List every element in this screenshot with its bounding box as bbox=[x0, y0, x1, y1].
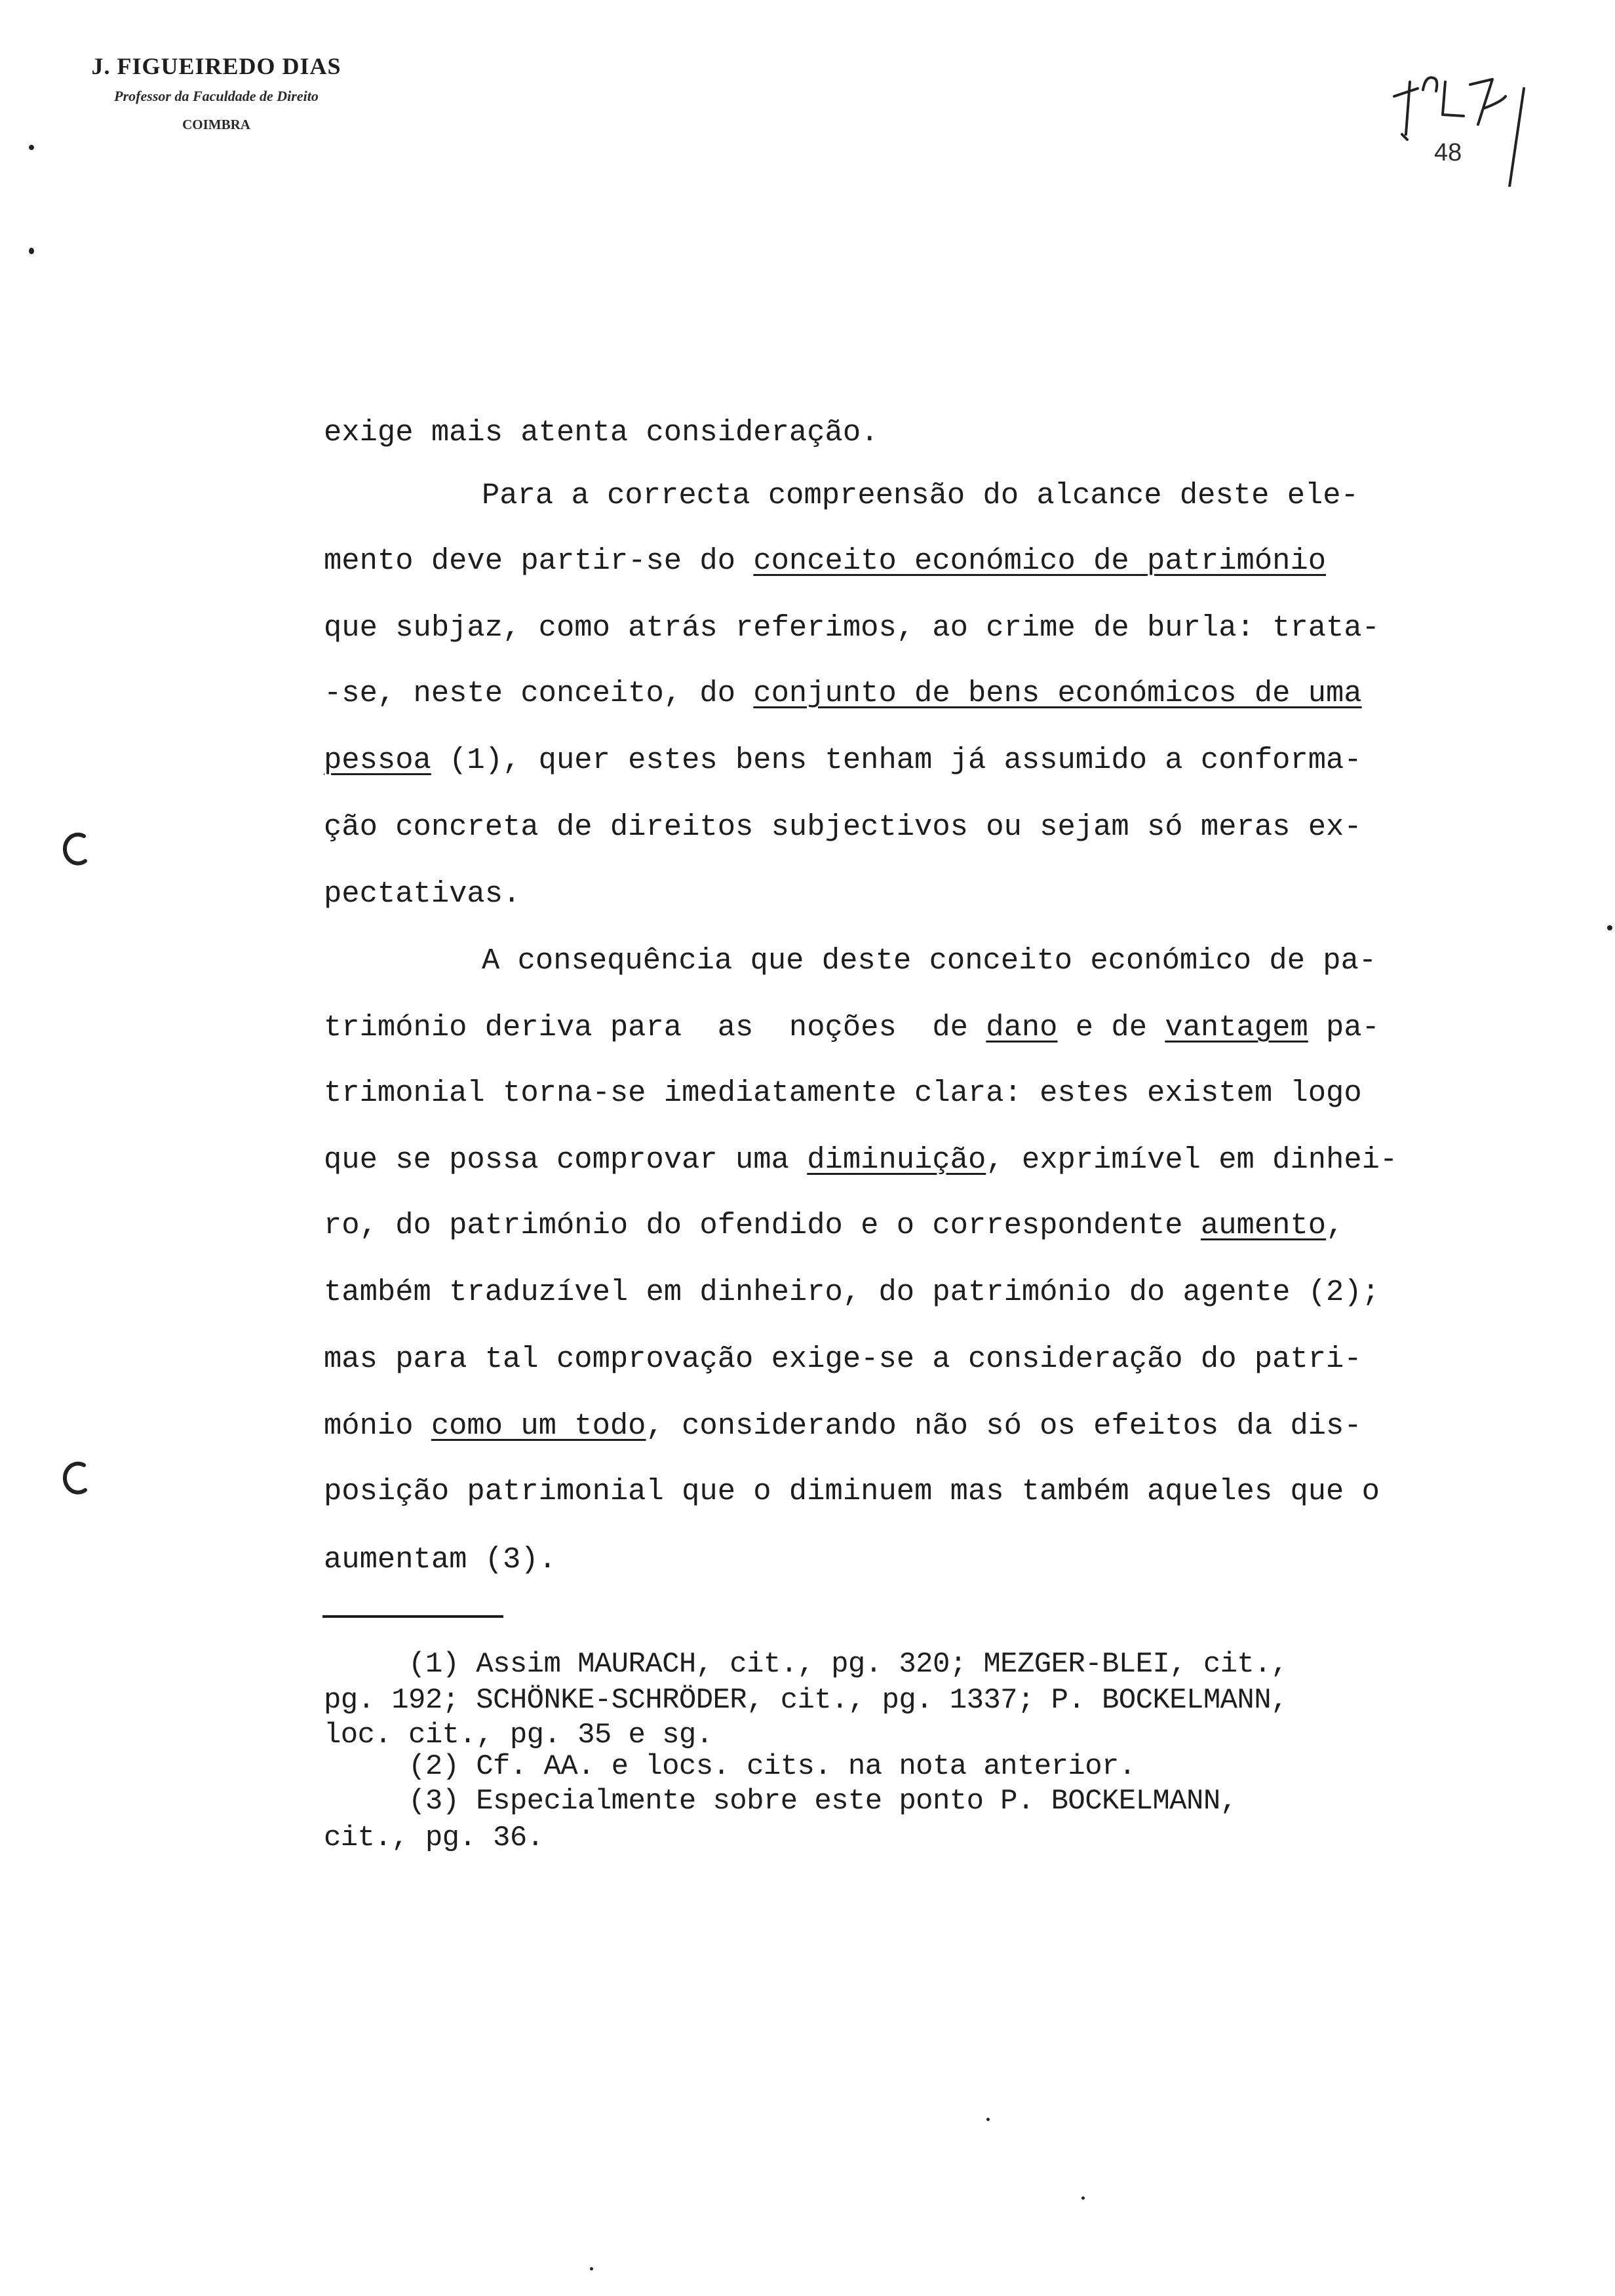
underlined-term: pessoa bbox=[324, 743, 431, 777]
text-line: pectativas. bbox=[324, 877, 521, 911]
speck bbox=[29, 248, 34, 254]
underlined-term: vantagem bbox=[1165, 1010, 1308, 1044]
letterhead-city: COIMBRA bbox=[182, 117, 250, 132]
text-line: -se, neste conceito, do conjunto de bens económicos de uma bbox=[324, 676, 1362, 710]
text-line: também traduzível em dinheiro, do património do agente (2); bbox=[324, 1275, 1380, 1309]
letterhead bbox=[46, 52, 387, 133]
text-line: Para a correcta compreensão do alcance deste ele- bbox=[482, 478, 1359, 512]
speck bbox=[1607, 925, 1612, 930]
text-line: exige mais atenta consideração. bbox=[324, 415, 879, 450]
footnote-3: (3) Especialmente sobre este ponto P. BOCKELMANN, bbox=[324, 1785, 1237, 1818]
footnote-3-cont: cit., pg. 36. bbox=[324, 1822, 544, 1854]
author-title: Professor da Faculdade de Direito bbox=[114, 88, 319, 104]
punch-hole-mark bbox=[52, 1456, 94, 1498]
underlined-term: como um todo bbox=[431, 1409, 646, 1443]
footnote-1-cont: pg. 192; SCHÖNKE-SCHRÖDER, cit., pg. 1337; P. BOCKELMANN, bbox=[324, 1684, 1288, 1717]
speck bbox=[590, 2267, 593, 2270]
underlined-term: conceito económico de património bbox=[753, 544, 1327, 578]
text-line: mas para tal comprovação exige-se a consideração do patri- bbox=[324, 1342, 1362, 1376]
footnote-2: (2) Cf. AA. e locs. cits. na nota anterior. bbox=[324, 1750, 1136, 1783]
text-line: mónio como um todo, considerando não só os efeitos da dis- bbox=[324, 1409, 1362, 1443]
page-number: 48 bbox=[1434, 139, 1462, 166]
text-line: ção concreta de direitos subjectivos ou sejam só meras ex- bbox=[324, 810, 1362, 844]
text-line: que se possa comprovar uma diminuição, exprimível em dinhei- bbox=[324, 1143, 1398, 1177]
footnote-1-cont: loc. cit., pg. 35 e sg. bbox=[324, 1719, 713, 1751]
text-line: trimonial torna-se imediatamente clara: estes existem logo bbox=[324, 1076, 1362, 1110]
text-line: posição patrimonial que o diminuem mas também aqueles que o bbox=[324, 1474, 1380, 1508]
text-line: que subjaz, como atrás referimos, ao crime de burla: trata- bbox=[324, 611, 1380, 645]
text-line: aumentam (3). bbox=[324, 1542, 556, 1577]
underlined-term: conjunto de bens económicos de uma bbox=[753, 676, 1362, 710]
handwritten-folio-number bbox=[1386, 62, 1537, 187]
punch-hole-mark bbox=[52, 827, 94, 869]
speck bbox=[29, 145, 34, 150]
text-line: pessoa (1), quer estes bens tenham já assumido a conforma- bbox=[324, 743, 1362, 777]
footnote-1: (1) Assim MAURACH, cit., pg. 320; MEZGER-BLEI, cit., bbox=[324, 1648, 1288, 1681]
underlined-term: diminuição bbox=[807, 1143, 986, 1177]
underlined-term: dano bbox=[986, 1010, 1058, 1044]
speck bbox=[986, 2118, 990, 2121]
text-line: mento deve partir-se do conceito económico de património bbox=[324, 544, 1327, 578]
text-line: ro, do património do ofendido e o correspondente aumento, bbox=[324, 1208, 1344, 1242]
text-line: trimónio deriva para as noções de dano e de vantagem pa- bbox=[324, 1010, 1380, 1044]
underlined-term: aumento bbox=[1200, 1208, 1327, 1242]
footnote-separator bbox=[322, 1615, 503, 1618]
text-line: A consequência que deste conceito económico de pa- bbox=[482, 944, 1377, 978]
author-name: J. FIGUEIREDO DIAS bbox=[91, 53, 341, 79]
speck bbox=[1081, 2196, 1085, 2200]
